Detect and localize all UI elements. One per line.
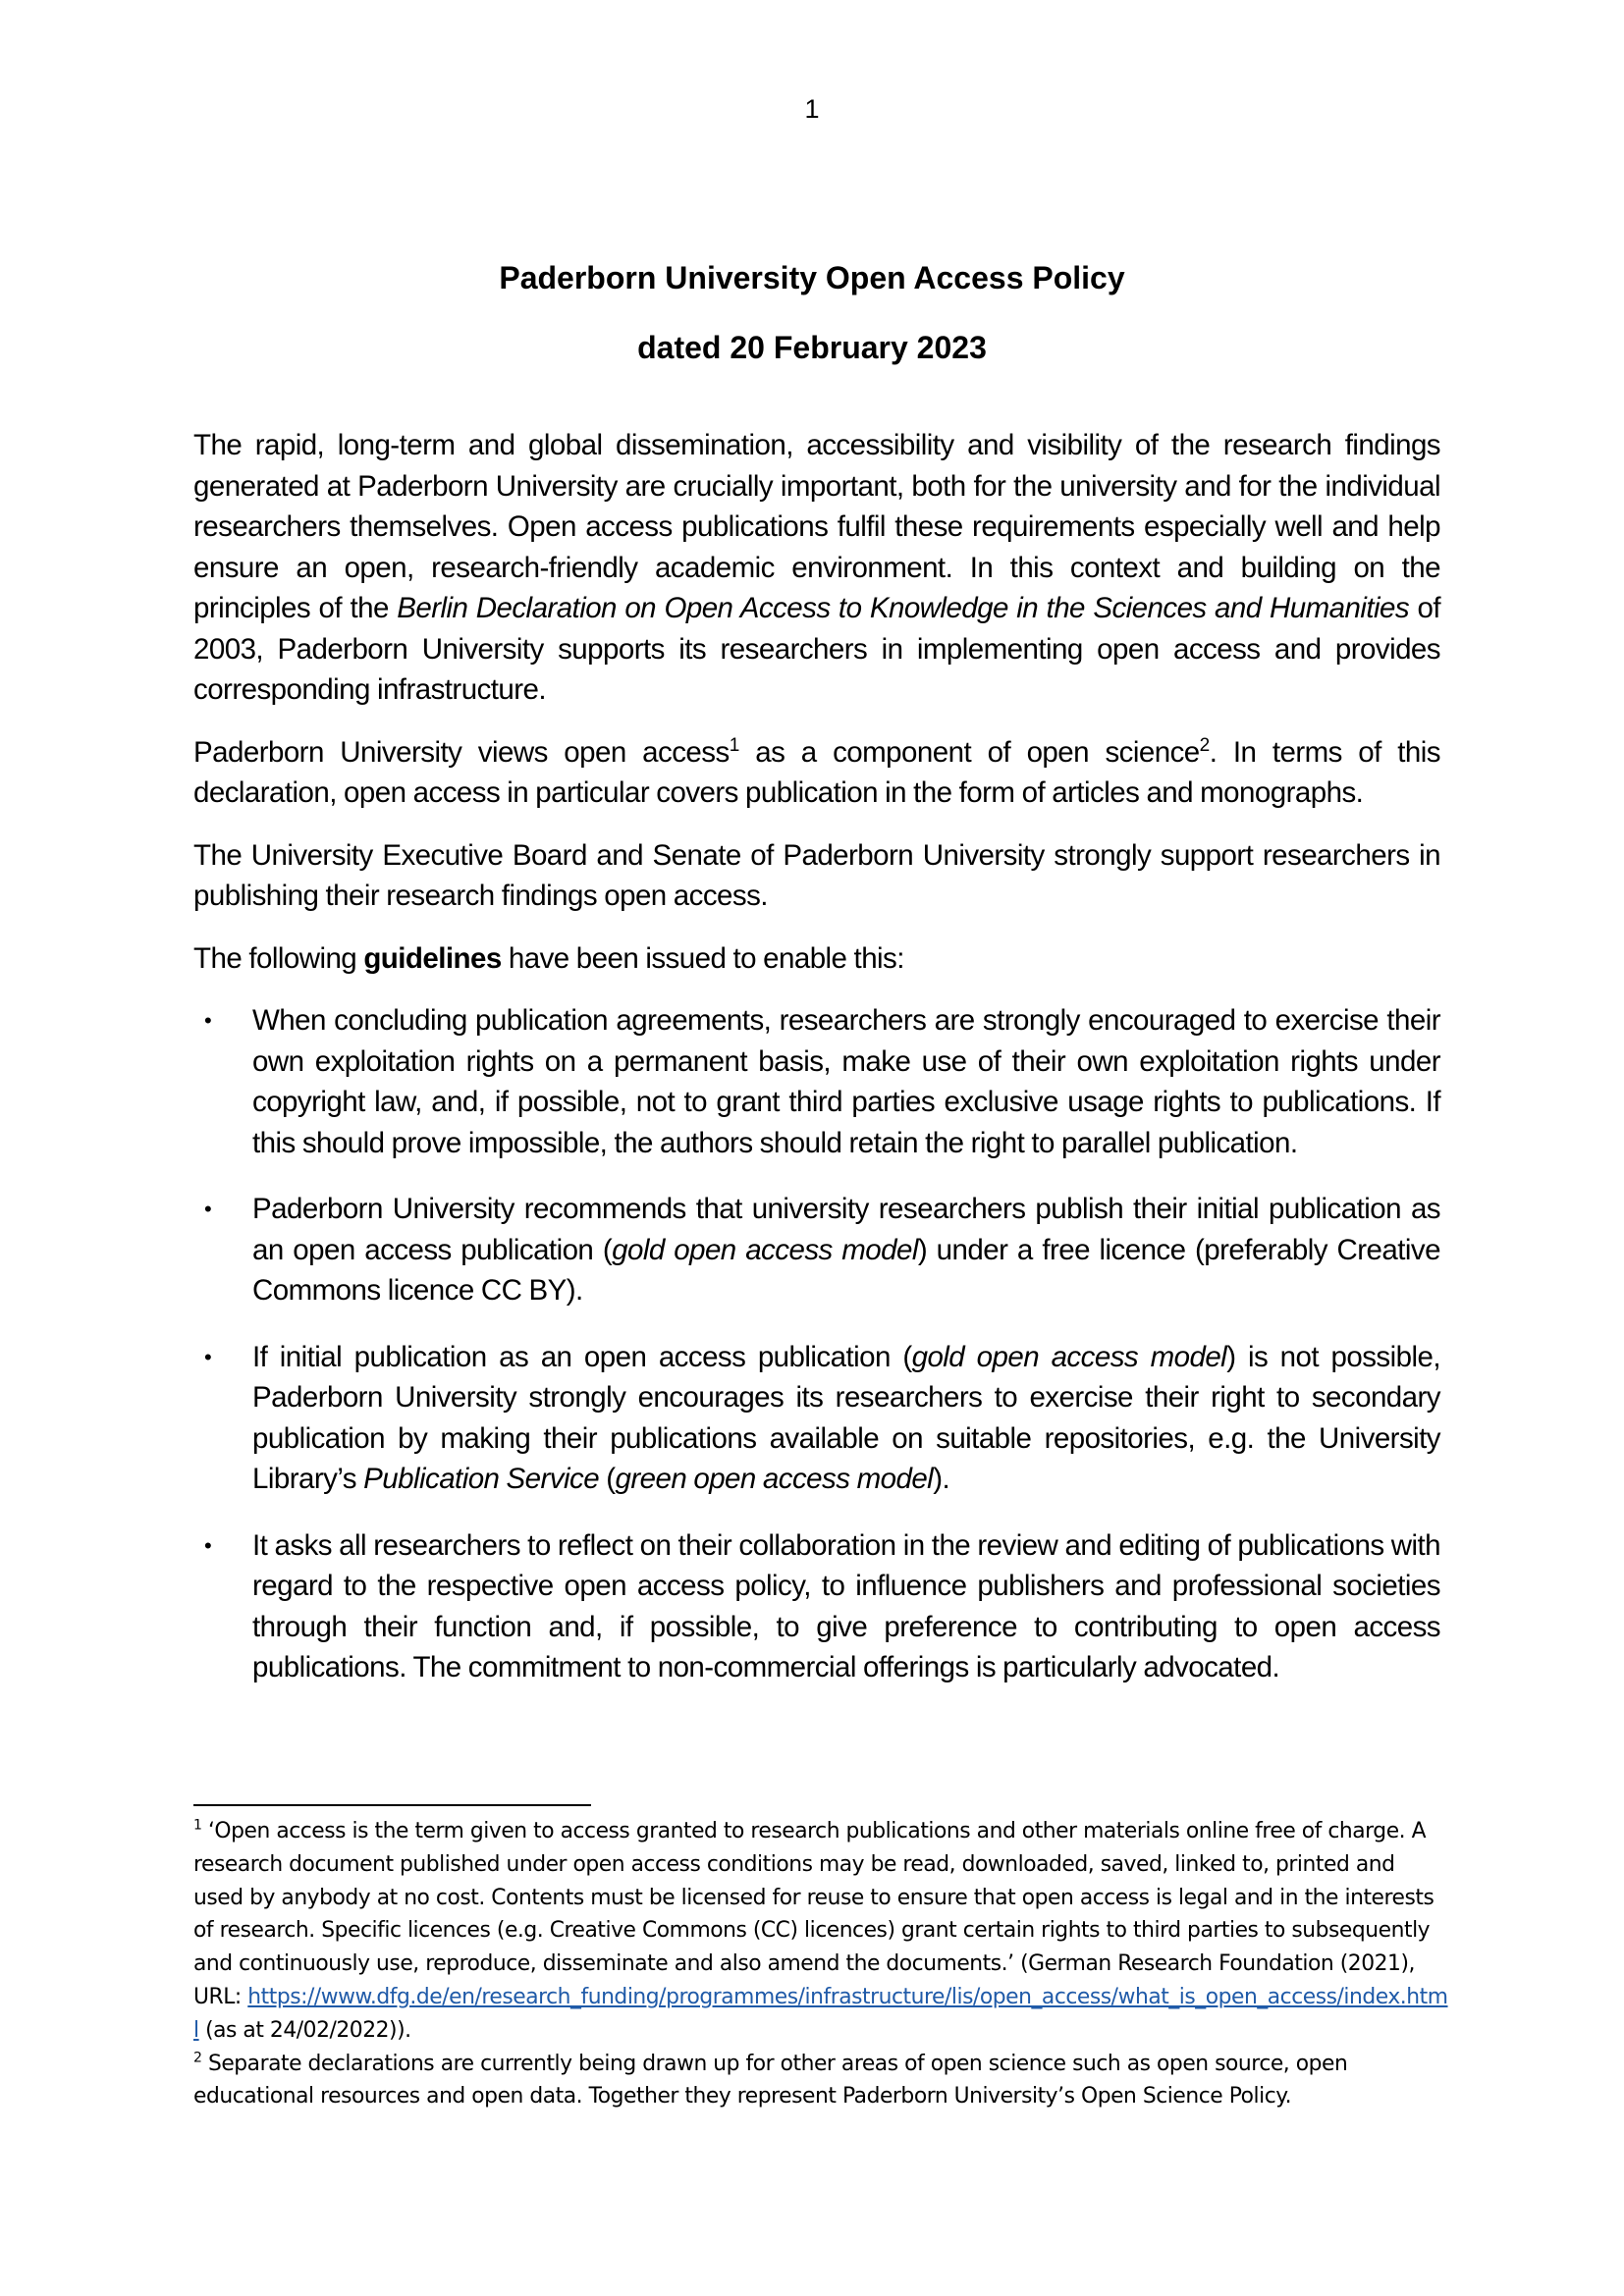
guideline-item	[193, 1337, 1440, 1500]
intro-paragraph	[193, 425, 1440, 711]
publication-service-term: Publication Service	[363, 1463, 600, 1495]
guideline-text-a: Paderborn University recommends that university researchers publish their initial publication as an open access publication (	[252, 1193, 1440, 1266]
guideline-text: It asks all researchers to reflect on their collaboration in the review and editing of publications with regard to the respective open access policy, to influence publishers and professional societies through their function and, if possible, to give preference to contributing to open access publications. The commitment to non-commercial offerings is particularly advocated.	[252, 1528, 1440, 1683]
intro-text-b: of 2003, Paderborn University supports its researchers in implementing open access and provides corresponding infrastructure.	[193, 592, 1440, 706]
page-number: 1	[804, 94, 820, 124]
green-model-term: green open access model	[615, 1463, 934, 1495]
document-date: dated 20 February 2023	[637, 330, 987, 365]
bullet-icon: •	[204, 1344, 212, 1369]
open-science-text-b: as a component of open science	[738, 735, 1200, 769]
guidelines-intro-a: The following	[193, 941, 364, 975]
support-paragraph: The University Executive Board and Senate of Paderborn University strongly support researchers in publishing their research findings open access.	[193, 838, 1440, 912]
footnotes	[193, 1815, 1450, 2113]
footnote-1-mark: 1	[193, 1817, 202, 1834]
bullet-icon: •	[204, 1008, 212, 1033]
dfg-link[interactable]: https://www.dfg.de/en/research_funding/programmes/infrastructure/lis/open_access/what_is_open_access/index.html	[193, 1984, 1448, 2043]
guidelines-list	[193, 1000, 1440, 1688]
open-science-text-c: . In terms of this declaration, open access in particular covers publication in the form of articles and monographs.	[193, 735, 1440, 809]
guideline-item	[193, 1000, 1440, 1163]
guideline-item	[193, 1189, 1440, 1311]
guideline-text-c: (	[599, 1463, 616, 1495]
bullet-icon: •	[204, 1197, 212, 1221]
guideline-text-a: If initial publication as an open access publication (	[252, 1340, 912, 1373]
open-science-paragraph	[193, 732, 1440, 814]
guidelines-intro	[193, 938, 1440, 980]
footnote-1-text: ‘Open access is the term given to access granted to research publications and other materials online free of charge. A research document published under open access conditions may be read, downloaded, saved, linked to, printed and used by anybody at no cost. Contents must be licensed for reuse to ensure that open access is legal and in the interests of research. Specific licences (e.g. Creative Commons (CC) licences) grant certain rights to third parties to subsequently and continuously use, reproduce, disseminate and also amend the documents.’ (German Research Foundation (2021), URL:	[193, 1819, 1435, 2009]
footnote-separator	[193, 1804, 591, 1806]
guideline-text-b: ) is not possible, Paderborn University strongly encourages its researchers to exercise their right to secondary publication by making their publications available on suitable repositories, e.g. the University Library’s	[252, 1340, 1440, 1495]
footnote-2-text: Separate declarations are currently being drawn up for other areas of open science such as open source, open educational resources and open data. Together they represent Paderborn University’s Open Science Policy.	[193, 2051, 1348, 2109]
bullet-icon: •	[204, 1532, 212, 1558]
guideline-text-d: ).	[933, 1463, 950, 1495]
footnote-ref-2[interactable]: 2	[1199, 734, 1210, 756]
footnote-2	[193, 2048, 1450, 2114]
guideline-text: When concluding publication agreements, researchers are strongly encouraged to exercise their own exploitation rights on a permanent basis, make use of their own exploitation rights under copyright law, and, if possible, not to grant third parties exclusive usage rights to publications. If this should prove impossible, the authors should retain the right to parallel publication.	[252, 1004, 1440, 1159]
policy-body	[193, 425, 1440, 1714]
berlin-declaration-title: Berlin Declaration on Open Access to Knowledge in the Sciences and Humanities	[397, 592, 1410, 624]
gold-model-term: gold open access model	[612, 1233, 918, 1266]
footnote-ref-1[interactable]: 1	[729, 734, 739, 756]
intro-text-a: The rapid, long-term and global dissemination, accessibility and visibility of the research findings generated at Paderborn University are crucially important, both for the university and for the individual researchers themselves. Open access publications fulfil these requirements especially well and help ensure an open, research-friendly academic environment. In this context and building on the principles of the	[193, 429, 1440, 624]
guideline-text-b: ) under a free licence (preferably Creative Commons licence CC BY).	[252, 1233, 1440, 1307]
footnote-2-mark: 2	[193, 2050, 202, 2066]
guidelines-keyword: guidelines	[363, 941, 502, 975]
open-science-text-a: Paderborn University views open access	[193, 735, 730, 769]
document-title: Paderborn University Open Access Policy	[499, 260, 1125, 295]
guideline-item	[193, 1525, 1440, 1688]
gold-model-term: gold open access model	[911, 1340, 1227, 1373]
footnote-1	[193, 1815, 1450, 2048]
guidelines-intro-b: have been issued to enable this:	[501, 941, 904, 975]
footnote-1-date: (as at 24/02/2022)).	[198, 2017, 411, 2043]
